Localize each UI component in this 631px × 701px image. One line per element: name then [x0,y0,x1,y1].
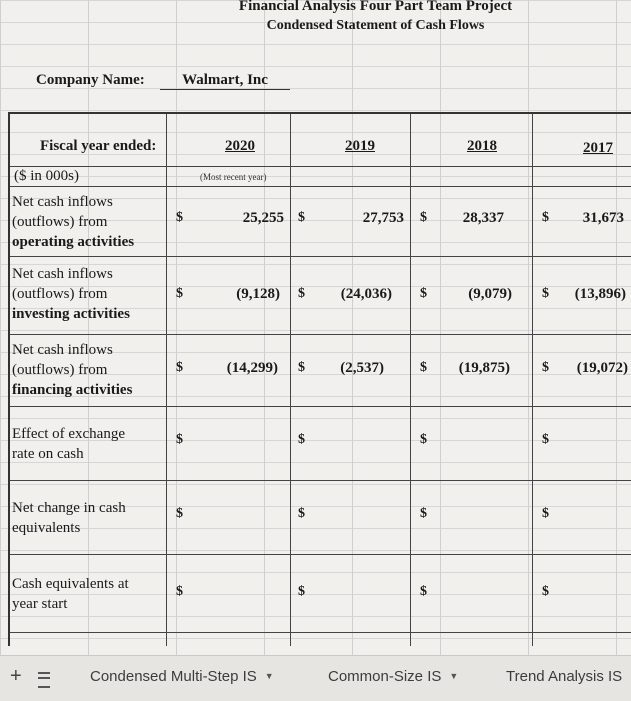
row-label-investing [12,264,130,324]
chevron-down-icon[interactable]: ▼ [449,671,459,681]
label-line: Net cash inflows [12,194,113,210]
label-line: (outflows) from [12,286,108,302]
row-label-cash-year-start [12,574,129,614]
value-cell[interactable]: 31,673 [582,210,624,226]
label-line: operating activities [12,234,135,250]
value-cell[interactable]: (9,079) [468,286,512,302]
tab-condensed-multi-step-is[interactable] [90,668,274,685]
label-line: Net change in cash [12,500,126,516]
label-line: (outflows) from [12,214,108,230]
column-divider [290,114,291,646]
label-line: Net cash inflows [12,342,113,358]
chevron-down-icon[interactable]: ▼ [264,671,274,681]
currency-symbol: $ [420,210,427,225]
column-divider [532,114,533,646]
currency-symbol: $ [420,584,427,599]
cash-flow-table [8,112,631,646]
company-name-label: Company Name: [36,72,145,88]
row-divider [10,632,631,633]
currency-symbol: $ [542,506,549,521]
currency-symbol: $ [298,210,305,225]
row-divider [10,256,631,257]
row-label-exchange-rate [12,424,125,464]
currency-symbol: $ [298,360,305,375]
currency-symbol: $ [542,286,549,301]
row-label-financing [12,340,132,400]
company-name-value[interactable]: Walmart, Inc [160,72,290,90]
all-sheets-list-icon[interactable] [38,672,50,688]
value-cell[interactable]: 27,753 [362,210,404,226]
column-divider [166,114,167,646]
label-line: year start [12,596,68,612]
value-cell[interactable]: (24,036) [340,286,392,302]
currency-symbol: $ [176,286,183,301]
currency-symbol: $ [298,286,305,301]
currency-symbol: $ [298,584,305,599]
row-label-net-change [12,498,126,538]
column-divider [410,114,411,646]
value-cell[interactable]: (14,299) [226,360,278,376]
year-header-2020: 2020 [225,138,255,154]
label-text: Effect of exchange [12,426,125,442]
row-divider [10,334,631,335]
add-sheet-icon[interactable]: + [10,665,22,687]
currency-symbol: $ [176,506,183,521]
year-header-2019: 2019 [345,138,375,154]
currency-symbol: $ [176,360,183,375]
currency-symbol: $ [420,286,427,301]
currency-symbol: $ [420,506,427,521]
currency-symbol: $ [542,210,549,225]
year-header-2018: 2018 [467,138,497,154]
most-recent-note: (Most recent year) [200,172,267,182]
row-divider [10,186,631,187]
year-header-2017: 2017 [583,140,613,156]
label-line: (outflows) from [12,362,108,378]
value-cell[interactable]: (19,875) [458,360,510,376]
value-cell[interactable]: 28,337 [462,210,504,226]
tab-common-size-is[interactable] [328,668,458,685]
currency-symbol: $ [542,584,549,599]
label-line [12,424,125,444]
row-label-operating [12,192,134,252]
row-divider [10,406,631,407]
tab-label: Common-Size IS [328,668,442,685]
fiscal-year-label: Fiscal year ended: [40,138,157,154]
value-cell[interactable]: (19,072) [576,360,628,376]
row-divider [10,554,631,555]
report-title: Financial Analysis Four Part Team Project [238,0,513,14]
currency-symbol: $ [176,584,183,599]
currency-symbol: $ [298,506,305,521]
label-line: financing activities [12,382,133,398]
currency-symbol: $ [176,432,183,447]
row-divider [10,480,631,481]
value-cell[interactable]: (2,537) [340,360,384,376]
label-line: Cash equivalents at [12,576,129,592]
label-line: equivalents [12,520,81,536]
currency-symbol: $ [420,360,427,375]
value-cell[interactable]: (9,128) [236,286,280,302]
label-line: Net cash inflows [12,266,113,282]
value-cell[interactable]: (13,896) [574,286,626,302]
label-line: rate on cash [12,446,84,462]
tab-trend-analysis-is[interactable]: Trend Analysis IS [506,668,623,685]
units-label: ($ in 000s) [14,168,79,184]
currency-symbol: $ [420,432,427,447]
tab-label: Condensed Multi-Step IS [90,668,257,685]
currency-symbol: $ [542,432,549,447]
sheet-tab-bar [0,655,631,701]
currency-symbol: $ [542,360,549,375]
currency-symbol: $ [176,210,183,225]
row-divider [10,166,631,167]
currency-symbol: $ [298,432,305,447]
report-subtitle: Condensed Statement of Cash Flows [266,18,485,33]
value-cell[interactable]: 25,255 [242,210,284,226]
label-line: investing activities [12,306,130,322]
